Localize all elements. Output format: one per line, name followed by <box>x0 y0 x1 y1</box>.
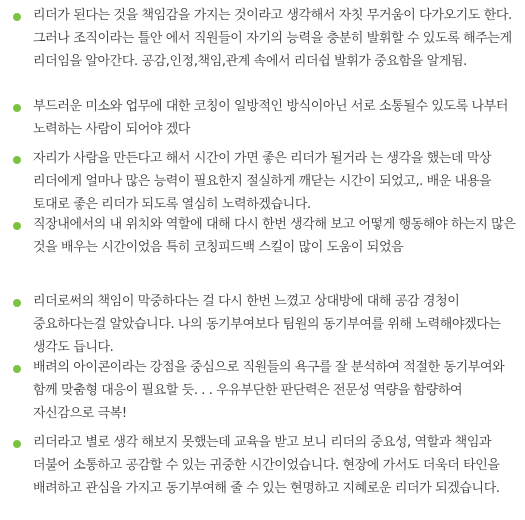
list-item <box>0 147 525 216</box>
bullet-dot-icon <box>13 13 21 21</box>
list-item-text: 배려의 아이콘이라는 강점을 중심으로 직원들의 욕구를 잘 분석하여 적절한 동기부여와 함께 맞춤형 대응이 필요할 듯. . . 우유부단한 판단력은 전문성 역량을 함량하여 자신감으로 극복! <box>33 360 505 421</box>
list-item <box>0 431 525 500</box>
list-item-text: 리더가 된다는 것을 책임감을 가지는 것이라고 생각해서 자칫 무거움이 다가오기도 한다. 그러나 조직이라는 틀안 에서 직원들이 자기의 능력을 충분히 발휘할 수 있도록 해주는게 리더임을 알아간다. 공감,인정,책임,관계 속에서 리더쉽 발휘가 중요함을 알게됨. <box>33 8 512 69</box>
list-item <box>0 4 525 73</box>
list-item-text: 직장내에서의 내 위치와 역할에 대해 다시 한번 생각해 보고 어떻게 행동해야 하는지 많은 것을 배우는 시간이었음 특히 코칭피드백 스킬이 많이 도움이 되었음 <box>33 217 516 255</box>
list-item <box>0 356 525 425</box>
bullet-dot-icon <box>13 104 21 112</box>
list-item <box>0 213 525 259</box>
list-item-text: 리더로써의 책임이 막중하다는 걸 다시 한번 느꼈고 상대방에 대해 공감 경청이 중요하다는걸 알았습니다. 나의 동기부여보다 팀원의 동기부여를 위해 노력해야겠다는 생각도 듭니다. <box>33 294 501 355</box>
bullet-dot-icon <box>13 222 21 230</box>
list-item-text: 자리가 사람을 만든다고 해서 시간이 가면 좋은 리더가 될거라 는 생각을 했는데 막상 리더에게 얼마나 많은 능력이 필요한지 절실하게 깨닫는 시간이 되었고,. 배운 내용을 토대로 좋은 리더가 되도록 열심히 노력하겠습니다. <box>33 151 492 212</box>
bullet-dot-icon <box>13 365 21 373</box>
bullet-dot-icon <box>13 299 21 307</box>
list-item <box>0 95 525 141</box>
list-item-text: 부드러운 미소와 업무에 대한 코칭이 일방적인 방식이아닌 서로 소통될수 있도록 나부터 노력하는 사람이 되어야 겠다 <box>33 99 509 137</box>
bullet-dot-icon <box>13 440 21 448</box>
list-item <box>0 290 525 359</box>
bullet-dot-icon <box>13 156 21 164</box>
list-item-text: 리더라고 별로 생각 해보지 못했는데 교육을 받고 보니 리더의 중요성, 역할과 책임과 더불어 소통하고 공감할 수 있는 귀중한 시간이었습니다. 현장에 가서도 더욱더 타인을 배려하고 관심을 가지고 동기부여해 줄 수 있는 현명하고 지혜로운 리더가 되겠습니다. <box>33 435 500 496</box>
